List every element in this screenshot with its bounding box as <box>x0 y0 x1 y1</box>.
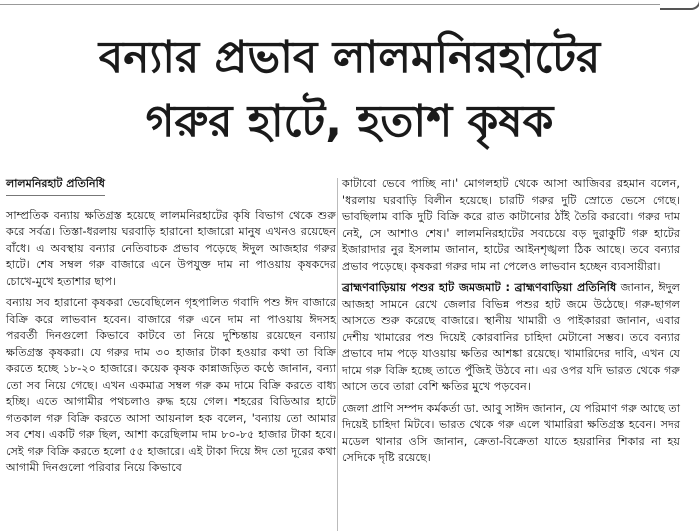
top-border-rule <box>0 0 699 6</box>
subhead-lead: ব্রাহ্মণবাড়িয়ায় পশুর হাট জমজমাট : ব্রাহ্মণবাড়িয়া প্রতিনিধি <box>342 281 617 294</box>
headline-line-2: গরুর হাটে, হতাশ কৃষক <box>145 96 554 147</box>
page-curl <box>660 0 699 10</box>
paragraph: কাটাবো ভেবে পাচ্ছি না।' মোগলহাট থেকে আসা আজিবর রহমান বলেন, 'ধরলায় ঘরবাড়ি বিলীন হয়েছে। চারটি গরুর দুটি স্রোতে ভেসে গেছে। ভাবছিলাম বাকি দুটি বিক্রি করে রাত কাটানোর ঠাঁই তৈরি করবো। গরুর দাম নেই, সে আশাও শেষ।' লালমনিরহাটের সবচেয়ে বড় দুরাকুটি গরু হাটের ইজারাদার নুর ইসলাম জানান, হাটের আইনশৃঙ্খলা ঠিক আছে। তবে বন্যার প্রভাব পড়েছে। কৃষকরা গরুর দাম না পেলেও লাভবান হচ্ছেন ব্যবসায়ীরা। <box>342 177 680 273</box>
column-divider <box>337 178 338 531</box>
paragraph: জেলা প্রাণি সম্পদ কর্মকর্তা ডা. আবু সাঈদ জানান, যে পরিমাণ গরু আছে তা দিয়েই চাহিদা মিটবে। ভারত থেকে গরু এলে খামারিরা ক্ষতিগ্রস্ত হবেন। সদর মডেল থানার ওসি জানান, ক্রেতা-বিক্রেতা যাতে হয়রানির শিকার না হয় সেদিকে দৃষ্টি রয়েছে। <box>342 401 680 464</box>
article-left-column <box>6 176 336 482</box>
article-right-column <box>342 176 680 472</box>
paragraph-with-lead <box>342 280 680 396</box>
paragraph: বন্যায় সব হারানো কৃষকরা ভেবেছিলেন গৃহপালিত গবাদি পশু ঈদ বাজারে বিক্রি করে লাভবান হবেন। বাজারে গরু এনে দাম না পাওয়ায় ঈদসহ পরবর্তী দিনগুলো কিভাবে কাটবে তা নিয়ে দুশ্চিন্তায় রয়েছেন বন্যায় ক্ষতিগ্রস্ত কৃষকরা। যে গরুর দাম ৩০ হাজার টাকা হওয়ার কথা তা বিক্রি করতে হচ্ছে ১৮-২০ হাজারে। কয়েক কৃষক কান্নাজড়িত কণ্ঠে জানান, বন্যা তো সব নিয়ে গেছে। এখন একমাত্র সম্বল গরু কম দামে বিক্রি করতে বাধ্য হচ্ছি। এতে আগামীর পথচলাও রুদ্ধ হয়ে গেল। শহরের বিডিআর হাটে গতকাল গরু বিক্রি করতে আসা আয়নাল হক বলেন, 'বন্যায় তো আমার সব শেষ। একটি গরু ছিল, আশা করেছিলাম দাম ৮০-৮৫ হাজার টাকা হবে। সেই গরু বিক্রি করতে হলো ৫৫ হাজারে। এই টাকা দিয়ে ঈদ তো দূরের কথা আগামী দিনগুলো পরিবার নিয়ে কিভাবে <box>6 296 336 474</box>
paragraph: সাম্প্রতিক বন্যায় ক্ষতিগ্রস্ত হয়েছে লালমনিরহাটের কৃষি বিভাগ থেকে শুরু করে সর্বত্র। তিস্তা-ধরলায় ঘরবাড়ি হারানো হাজারো মানুষ এখনও রয়েছেন বাঁধে। এ অবস্থায় বন্যার নেতিবাচক প্রভাব পড়েছে ঈদুল আজহার গরুর হাটে। শেষ সম্বল গরু বাজারে এনে উপযুক্ত দাম না পাওয়ায় কৃষকদের চোখে-মুখে হতাশার ছাপ। <box>6 208 336 288</box>
headline-line-1: বন্যার প্রভাব লালমনিরহাটের <box>98 32 601 83</box>
paragraph-text: জানান, ঈদুল আজহা সামনে রেখে জেলার বিভিন্ন পশুর হাট জমে উঠেছে। গরু-ছাগল আসতে শুরু করেছে বাজারে। স্থানীয় খামারী ও পাইকাররা জানান, এবার দেশীয় খামারের পশু দিয়েই কোরবানির চাহিদা মেটানো সম্ভব। তবে বন্যার প্রভাবে দাম পড়ে যাওয়ায় ক্ষতির আশঙ্কা রয়েছে। খামারিদের দাবি, এখন যে দামে গরু বিক্রি হচ্ছে তাতে পুঁজিই উঠবে না। এর ওপর যদি ভারত থেকে গরু আসে তবে তারা বেশি ক্ষতির মুখে পড়বেন। <box>342 281 680 393</box>
byline: লালমনিরহাট প্রতিনিধি <box>6 176 105 196</box>
